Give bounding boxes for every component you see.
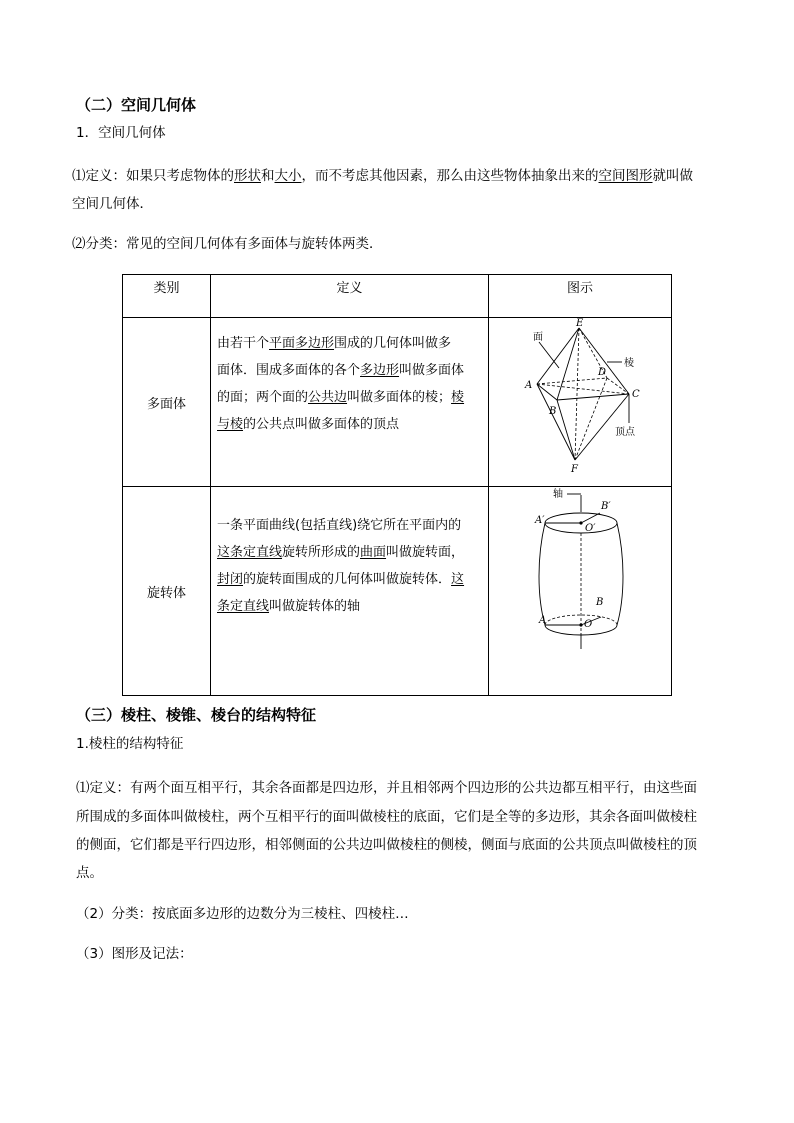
category-cell: 多面体 xyxy=(123,318,211,487)
definition-cell: 由若干个平面多边形围成的几何体叫做多 面体．围成多面体的各个多边形叫做多面体 的面；两个面的公共边叫做多面体的棱；棱 与棱的公共点叫做多面体的顶点 xyxy=(211,318,489,487)
text: ⑴定义：如果只考虑物体的 xyxy=(72,168,234,184)
subsection-title: 1．空间几何体 xyxy=(76,125,166,141)
definition-line-1 xyxy=(72,160,693,192)
classification-line: （2）分类：按底面多边形的边数分为三棱柱、四棱柱… xyxy=(76,906,409,922)
underlined-term: 形状 xyxy=(234,168,261,184)
label-A-prime: A′ xyxy=(535,515,545,526)
underlined-term: 大小 xyxy=(274,168,302,184)
label-A: A xyxy=(539,615,547,626)
label-F: F xyxy=(571,464,578,474)
section-title-3: （三）棱柱、棱锥、棱台的结构特征 xyxy=(76,706,317,724)
figure-cell xyxy=(489,318,672,487)
classification-line: ⑵分类：常见的空间几何体有多面体与旋转体两类． xyxy=(72,236,383,252)
label-D: D xyxy=(598,367,607,378)
paragraph-line: 所围成的多面体叫做棱柱，两个互相平行的面叫做棱柱的底面，它们是全等的多边形，其余各面叫做棱柱 xyxy=(76,809,697,825)
label-B: B xyxy=(596,597,604,608)
label-A: A xyxy=(525,380,533,391)
paragraph-line: 的侧面，它们都是平行四边形，相邻侧面的公共边叫做棱柱的侧棱，侧面与底面的公共顶点叫做棱柱的顶 xyxy=(76,837,697,853)
table-row-polyhedron xyxy=(123,318,672,487)
text: 和 xyxy=(261,168,275,184)
table-header-row xyxy=(123,275,672,318)
geometry-table xyxy=(122,274,672,696)
text: 就叫做 xyxy=(652,168,693,184)
section-title-2: （二）空间几何体 xyxy=(76,96,197,114)
underlined-term: 空间图形 xyxy=(598,168,653,184)
subsection-title: 1.棱柱的结构特征 xyxy=(76,736,184,752)
label-edge: 棱 xyxy=(624,358,634,369)
label-vertex: 顶点 xyxy=(615,427,635,438)
octahedron-figure xyxy=(489,318,672,474)
rotational-body-figure xyxy=(489,487,672,670)
label-C: C xyxy=(632,389,640,400)
figure-cell xyxy=(489,487,672,696)
text: ，而不考虑其他因素，那么由这些物体抽象出来的 xyxy=(301,168,599,184)
label-B-prime: B′ xyxy=(601,501,611,512)
category-cell: 旋转体 xyxy=(123,487,211,696)
header-cell: 定义 xyxy=(211,275,489,318)
paragraph-line: 点。 xyxy=(76,865,103,881)
label-O-prime: O′ xyxy=(585,523,596,534)
table-row-rotational-body xyxy=(123,487,672,696)
definition-line-2: 空间几何体． xyxy=(72,196,153,212)
figure-notation-line: （3）图形及记法： xyxy=(76,946,193,962)
label-B: B xyxy=(549,406,557,417)
paragraph-line: ⑴定义：有两个面互相平行，其余各面都是四边形，并且相邻两个四边形的公共边都互相平行，由这些面 xyxy=(76,780,697,796)
label-E: E xyxy=(576,318,584,329)
definition-cell: 一条平面曲线(包括直线)绕它所在平面内的 这条定直线旋转所形成的曲面叫做旋转面， 封闭的旋转面围成的几何体叫做旋转体．这 条定直线叫做旋转体的轴 xyxy=(211,487,489,696)
label-face: 面 xyxy=(533,332,543,343)
header-cell: 类别 xyxy=(123,275,211,318)
header-cell: 图示 xyxy=(489,275,672,318)
label-O: O xyxy=(584,619,593,630)
label-axis: 轴 xyxy=(553,489,563,500)
